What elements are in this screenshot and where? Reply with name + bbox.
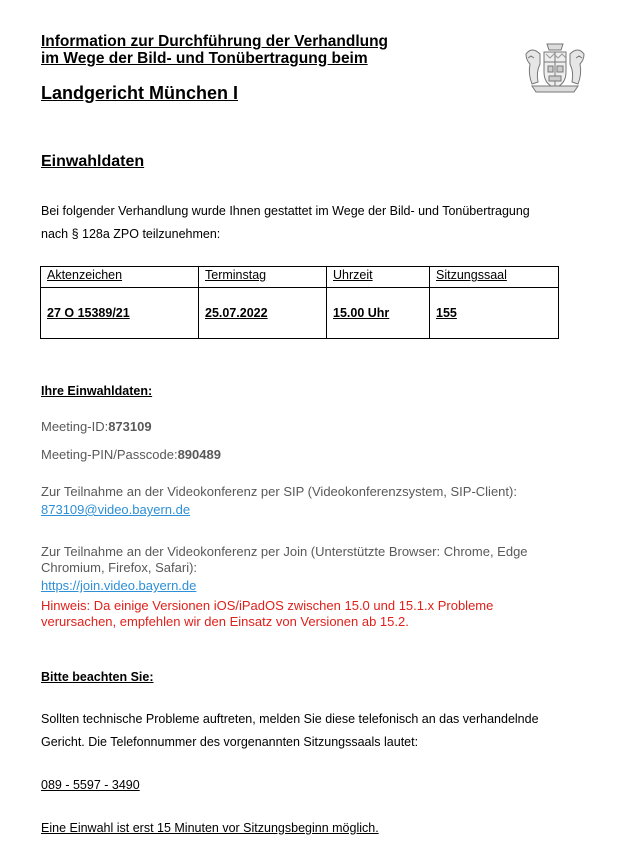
meeting-id <box>41 419 152 435</box>
header-terminstag: Terminstag <box>199 267 327 288</box>
meeting-id-label: Meeting-ID: <box>41 419 109 434</box>
notice-line-2: Gericht. Die Telefonnummer des vorgenannten Sitzungssaals lautet: <box>41 735 419 749</box>
header-sitzungssaal: Sitzungssaal <box>430 267 559 288</box>
cell-sitzungssaal: 155 <box>430 288 559 339</box>
sip-link[interactable]: 873109@video.bayern.de <box>41 502 191 517</box>
meeting-pin-label: Meeting-PIN/Passcode: <box>41 447 178 462</box>
cell-aktenzeichen: 27 O 15389/21 <box>41 288 199 339</box>
cell-terminstag: 25.07.2022 <box>199 288 327 339</box>
court-name: Landgericht München I <box>41 83 239 103</box>
meeting-pin-value: 890489 <box>177 447 221 462</box>
notice-line-1: Sollten technische Probleme auftreten, melden Sie diese telefonisch an das verhandelnde <box>41 712 539 726</box>
meeting-id-value: 873109 <box>108 419 152 434</box>
title-line-2: im Wege der Bild- und Tonübertragung beim <box>41 50 368 67</box>
table-header-row <box>41 267 559 288</box>
document-title <box>41 33 388 67</box>
meeting-pin <box>41 447 221 463</box>
section-title-einwahldaten: Einwahldaten <box>41 153 145 170</box>
join-text-line-1: Zur Teilnahme an der Videokonferenz per Join (Unterstützte Browser: Chrome, Edge <box>41 544 528 559</box>
title-line-1: Information zur Durchführung der Verhandlung <box>41 33 389 50</box>
header-uhrzeit: Uhrzeit <box>327 267 430 288</box>
ios-hint <box>41 598 493 630</box>
intro-line-2: nach § 128a ZPO teilzunehmen: <box>41 227 221 241</box>
join-link[interactable]: https://join.video.bayern.de <box>41 578 197 593</box>
header-aktenzeichen: Aktenzeichen <box>41 267 199 288</box>
sip-text: Zur Teilnahme an der Videokonferenz per SIP (Videokonferenzsystem, SIP-Client): <box>41 484 517 499</box>
hearing-table <box>40 266 559 339</box>
notice-footer: Eine Einwahl ist erst 15 Minuten vor Sitzungsbeginn möglich. <box>41 821 379 835</box>
bavarian-coat-of-arms-icon <box>522 40 588 96</box>
dial-in-heading: Ihre Einwahldaten: <box>41 384 153 398</box>
join-text <box>41 544 528 576</box>
join-text-line-2: Chromium, Firefox, Safari): <box>41 560 198 575</box>
notice-heading: Bitte beachten Sie: <box>41 670 154 684</box>
ios-hint-line-1: Hinweis: Da einige Versionen iOS/iPadOS zwischen 15.0 und 15.1.x Probleme <box>41 598 494 613</box>
notice-text <box>41 708 601 754</box>
table-row <box>41 288 559 339</box>
intro-text <box>41 200 581 246</box>
ios-hint-line-2: verursachen, empfehlen wir den Einsatz von Versionen ab 15.2. <box>41 614 409 629</box>
intro-line-1: Bei folgender Verhandlung wurde Ihnen gestattet im Wege der Bild- und Tonübertragung <box>41 204 530 218</box>
cell-uhrzeit: 15.00 Uhr <box>327 288 430 339</box>
phone-number: 089 - 5597 - 3490 <box>41 778 140 792</box>
